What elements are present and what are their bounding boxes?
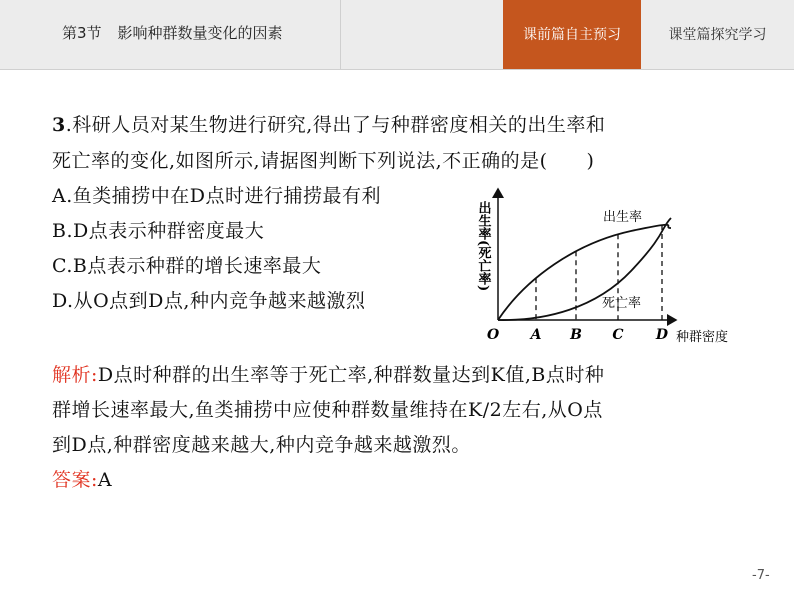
header-bar [0, 0, 794, 70]
question-number: 3 [52, 114, 66, 136]
tick-label-d: D [655, 327, 669, 343]
question-stem-line1 [52, 110, 605, 137]
analysis-line2: 群增长速率最大,鱼类捕捞中应使种群数量维持在K/2左右,从O点 [52, 399, 603, 421]
series-birth-rate [498, 225, 671, 320]
x-axis-label: 种群密度 [676, 330, 729, 345]
series-death-rate [498, 218, 671, 320]
page-number: -7- [752, 568, 770, 583]
series-label-birth: 出生率 [603, 210, 643, 225]
analysis-line3: 到D点,种群密度越来越大,种内竞争越来越激烈。 [52, 434, 471, 456]
y-axis-label: 出生率(死亡率) [475, 201, 491, 292]
analysis-label: 解析: [52, 364, 98, 386]
option-d: D.从O点到D点,种内竞争越来越激烈 [52, 290, 366, 312]
section-title: 影响种群数量变化的因素 [117, 24, 283, 42]
option-a: A.鱼类捕捞中在D点时进行捕捞最有利 [52, 185, 381, 207]
header-divider [340, 0, 341, 69]
tick-label-c: C [612, 327, 624, 343]
answer-value: A [97, 469, 113, 491]
tab-preview[interactable]: 课前篇自主预习 [503, 0, 641, 69]
answer-line [52, 465, 112, 492]
tab-classroom[interactable]: 课堂篇探究学习 [668, 27, 767, 43]
option-b: B.D点表示种群密度最大 [52, 220, 265, 242]
question-stem-text1: .科研人员对某生物进行研究,得出了与种群密度相关的出生率和 [65, 114, 606, 136]
answer-label: 答案: [52, 469, 98, 491]
analysis-line1 [52, 360, 604, 387]
question-stem-line2: 死亡率的变化,如图所示,请据图判断下列说法,不正确的是( ) [52, 150, 595, 172]
section-label: 第3节 [62, 24, 102, 42]
origin-label: O [487, 327, 500, 343]
tick-label-a: A [530, 327, 542, 343]
analysis-text1: D点时种群的出生率等于死亡率,种群数量达到K值,B点时种 [97, 364, 605, 386]
option-c: C.B点表示种群的增长速率最大 [52, 255, 322, 277]
page-title [62, 22, 283, 43]
birth-death-rate-chart [466, 183, 766, 355]
tick-label-b: B [570, 327, 582, 343]
series-label-death: 死亡率 [602, 296, 642, 311]
